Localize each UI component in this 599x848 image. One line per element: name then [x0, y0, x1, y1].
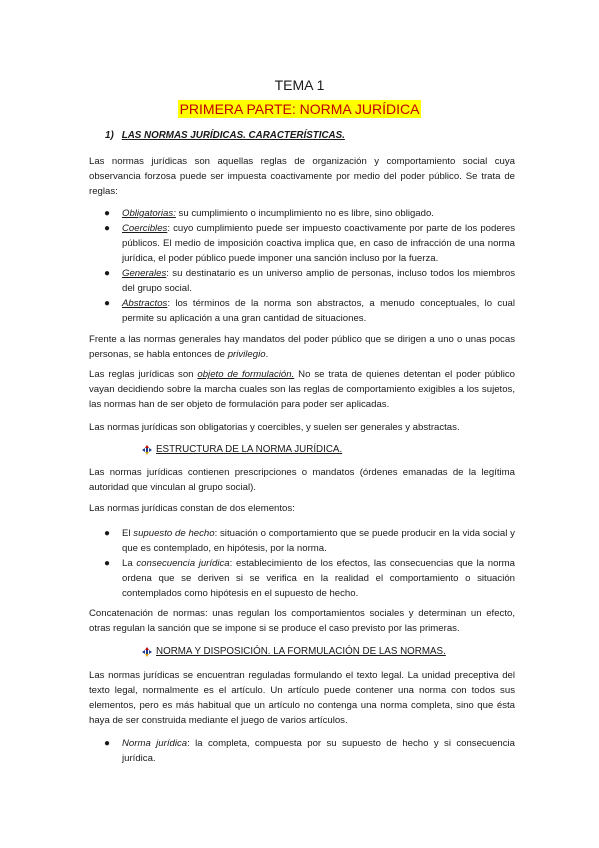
characteristics-list: [104, 206, 515, 326]
text-run: .: [265, 349, 269, 360]
list-item-term: supuesto de hecho: [133, 528, 215, 539]
list-item-text: : establecimiento de los efectos, las consecuencias que la norma ordena que se deriven si se verifica en la realidad el comportamiento o situación contemplados como hipótesis en el supuesto de hecho.: [122, 558, 515, 599]
list-item-text: : su destinatario es un universo amplio de personas, incluso todos los miembros del grupo social.: [122, 268, 515, 294]
paragraph-legal-text: Las normas jurídicas se encuentran reguladas formulando el texto legal. La unidad preceptiva del texto legal, normalmente es el artículo. Un artículo puede contener una norma con todos sus elementos, pero es más habitual que un artículo no contenga una norma completa, sino que ésta haya de ser construida mediante el juego de varios artículos.: [89, 670, 515, 726]
paragraph-formulation: [89, 367, 515, 412]
doc-title: TEMA 1: [274, 77, 325, 93]
list-item: [104, 266, 515, 296]
list-item-text: : situación o comportamiento que se puede producir en la vida social y que es contemplado, en hipótesis, por la norma.: [122, 528, 515, 554]
text-run: El: [122, 528, 134, 539]
bullet-dot: ●: [104, 268, 111, 279]
text-run: Frente a las normas generales hay mandatos del poder público que se dirigen a uno o unas pocas personas, se habla entonces de: [89, 334, 515, 360]
text-run: La: [122, 558, 137, 569]
bullet-dot: ●: [104, 208, 111, 219]
four-way-arrow-icon: [142, 647, 152, 657]
bullet-dot: ●: [104, 298, 111, 309]
list-item: [104, 296, 515, 326]
list-item: [104, 206, 515, 221]
paragraph-summary: Las normas jurídicas son obligatorias y coercibles, y suelen ser generales y abstractas.: [89, 422, 460, 433]
list-item-text: su cumplimiento o incumplimiento no es libre, sino obligado.: [175, 208, 434, 219]
list-item: [104, 526, 515, 556]
list-item-text: : cuyo cumplimiento puede ser impuesto coactivamente por parte de los poderes públicos. El medio de imposición coactiva implica que, en caso de infracción de una norma jurídica, el poder público puede imponer una sanción incluso por la fuerza.: [122, 223, 515, 264]
bullet-dot: ●: [104, 558, 111, 569]
subsection-heading-formulation: NORMA Y DISPOSICIÓN. LA FORMULACIÓN DE LAS NORMAS.: [156, 646, 446, 657]
part-heading: [0, 100, 599, 118]
list-item-term: Norma jurídica: [122, 738, 188, 749]
list-item: [104, 736, 515, 766]
paragraph-elements-intro: Las normas jurídicas constan de dos elementos:: [89, 503, 295, 514]
elements-list: [104, 526, 515, 601]
bullet-dot: ●: [104, 528, 111, 539]
subsection-heading-structure: ESTRUCTURA DE LA NORMA JURÍDICA.: [156, 444, 343, 455]
text-run-underlined: objeto de formulación.: [197, 369, 295, 380]
paragraph-privilege: [89, 332, 515, 362]
bullet-dot: ●: [104, 223, 111, 234]
text-run-italic: privilegio: [227, 349, 266, 360]
bullet-dot: ●: [104, 738, 111, 749]
list-item-term: Coercibles: [122, 223, 168, 234]
text-run: No se trata de quienes detentan el poder público vayan decidiendo sobre la marcha cuales son las reglas de comportamiento exigibles a los sujetos, las normas han de ser objeto de formulación para poder ser aplicadas.: [89, 369, 515, 410]
list-item-term: Generales: [122, 268, 167, 279]
section-title: LAS NORMAS JURÍDICAS. CARACTERÍSTICAS.: [121, 130, 345, 141]
list-item-term: consecuencia jurídica: [136, 558, 230, 569]
list-item-term: Abstractos: [122, 298, 168, 309]
paragraph-prescriptions: Las normas jurídicas contienen prescripciones o mandatos (órdenes emanadas de la legítima autoridad que vinculan al grupo social).: [89, 467, 515, 493]
text-run: Las reglas jurídicas son: [89, 369, 198, 380]
list-item-text: : la completa, compuesta por su supuesto de hecho y si consecuencia jurídica.: [122, 738, 515, 764]
list-item-text: : los términos de la norma son abstractos, a menudo conceptuales, lo cual permite su aplicación a una gran cantidad de situaciones.: [122, 298, 515, 324]
norm-types-list: [104, 736, 515, 766]
section-heading-1: [105, 129, 345, 143]
four-way-arrow-icon: [142, 445, 152, 455]
part-heading-text: PRIMERA PARTE: NORMA JURÍDICA: [179, 101, 420, 117]
list-item: [104, 556, 515, 601]
list-item: [104, 221, 515, 266]
paragraph-concatenation: Concatenación de normas: unas regulan los comportamientos sociales y determinan un efecto, otras regulan la sanción que se impone si se produce el caso previsto por las primeras.: [89, 608, 515, 634]
list-item-term: Obligatorias:: [122, 208, 176, 219]
paragraph-definition: Las normas jurídicas son aquellas reglas de organización y comportamiento social cuya observancia forzosa puede ser impuesta coactivamente por medio del poder público. Se trata de reglas:: [89, 156, 515, 197]
section-number: 1): [105, 130, 114, 141]
